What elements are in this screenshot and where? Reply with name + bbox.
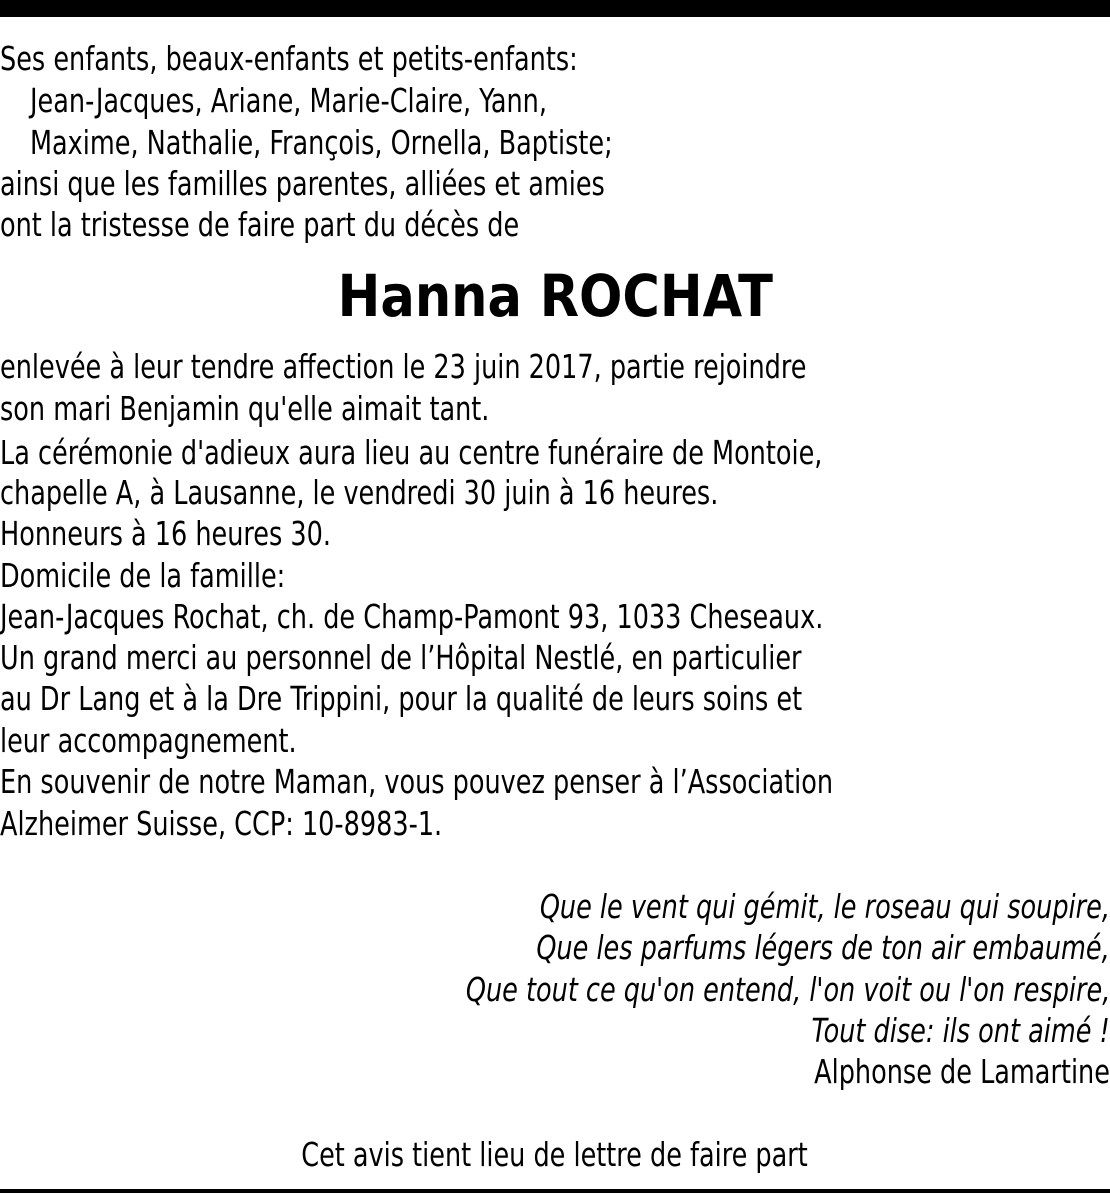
poem-line: Que le vent qui gémit, le roseau qui soupire, xyxy=(539,887,1110,926)
body-line: Un grand merci au personnel de l’Hôpital Nestlé, en particulier xyxy=(0,638,802,677)
deceased-name-text: Hanna ROCHAT xyxy=(337,262,773,330)
body-line: chapelle A, à Lausanne, le vendredi 30 juin à 16 heures. xyxy=(0,473,719,512)
body-line: Alzheimer Suisse, CCP: 10-8983-1. xyxy=(0,804,443,843)
body-line: La cérémonie d'adieux aura lieu au centre funéraire de Montoie, xyxy=(0,433,823,472)
body-line: Jean-Jacques Rochat, ch. de Champ-Pamont 93, 1033 Cheseaux. xyxy=(0,597,824,636)
body-line: leur accompagnement. xyxy=(0,721,297,760)
poem-author: Alphonse de Lamartine xyxy=(814,1052,1110,1091)
body-line: Honneurs à 16 heures 30. xyxy=(0,514,332,553)
footer-note-text: Cet avis tient lieu de lettre de faire part xyxy=(301,1135,809,1174)
body-line: son mari Benjamin qu'elle aimait tant. xyxy=(0,389,490,428)
relatives-line: ainsi que les familles parentes, alliées et amies xyxy=(0,164,605,203)
poem-line: Que les parfums légers de ton air embaumé, xyxy=(536,928,1110,967)
family-intro-heading: Ses enfants, beaux-enfants et petits-enfants: xyxy=(0,39,578,78)
body-line: Domicile de la famille: xyxy=(0,556,286,595)
announcement-line: ont la tristesse de faire part du décès de xyxy=(0,205,520,244)
body-line: En souvenir de notre Maman, vous pouvez penser à l’Association xyxy=(0,762,834,801)
children-names-line-2: Maxime, Nathalie, François, Ornella, Baptiste; xyxy=(30,123,613,162)
body-line: au Dr Lang et à la Dre Trippini, pour la qualité de leurs soins et xyxy=(0,679,803,718)
body-line: enlevée à leur tendre affection le 23 juin 2017, partie rejoindre xyxy=(0,347,807,386)
children-names-line-1: Jean-Jacques, Ariane, Marie-Claire, Yann, xyxy=(30,81,547,120)
bottom-border-rule xyxy=(0,1189,1110,1193)
top-border-rule xyxy=(0,0,1110,17)
footer-note xyxy=(0,1134,1110,1176)
poem-line: Que tout ce qu'on entend, l'on voit ou l'on respire, xyxy=(465,970,1110,1009)
poem-line: Tout dise: ils ont aimé ! xyxy=(811,1011,1110,1050)
deceased-name xyxy=(0,262,1110,330)
